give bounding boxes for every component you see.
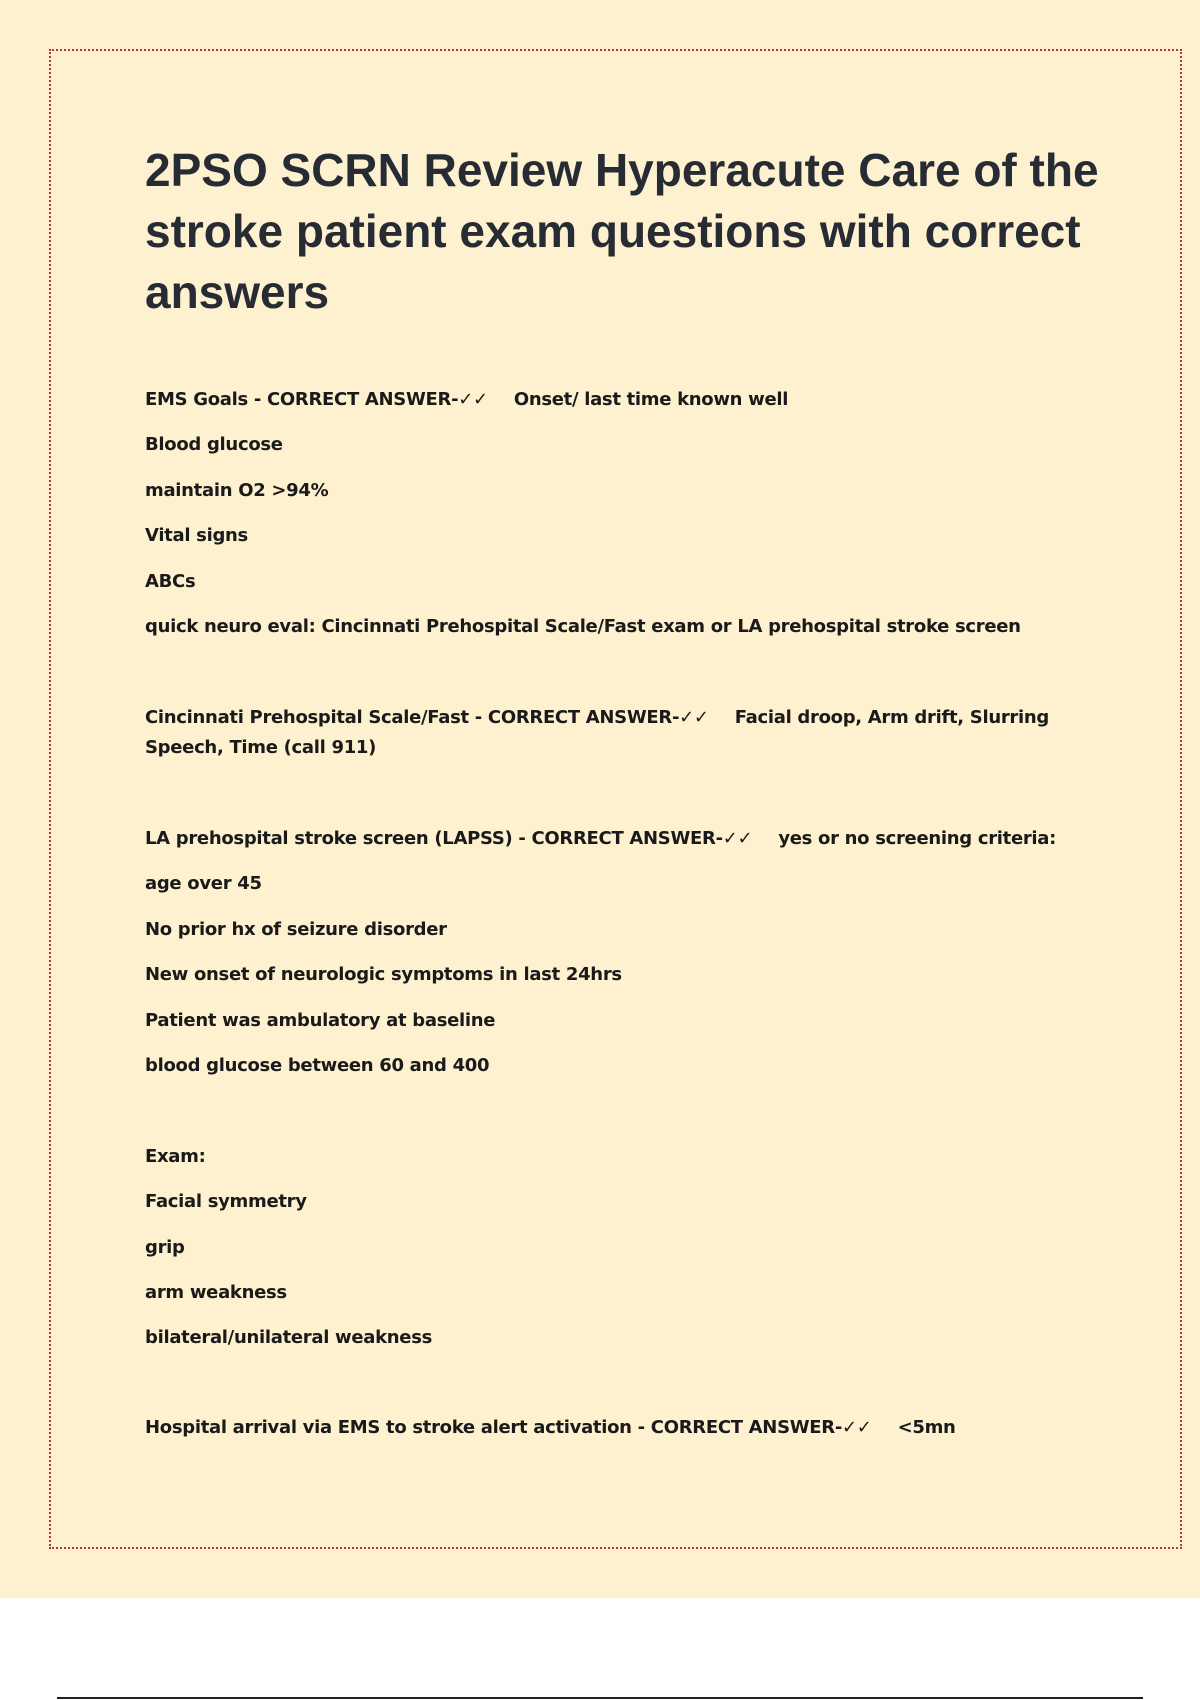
answer-line: blood glucose between 60 and 400 [145,1055,490,1076]
answer-line: Facial symmetry [145,1191,307,1212]
qa-cincinnati [145,703,1085,763]
qa-lapss [145,824,1056,854]
answer-line: Exam: [145,1146,206,1167]
answer-line: maintain O2 >94% [145,480,329,501]
answer-line: ABCs [145,571,196,592]
qa-hospital-arrival [145,1413,956,1443]
answer-text: Onset/ last time known well [513,389,789,410]
answer-line: grip [145,1237,185,1258]
answer-line: Blood glucose [145,434,283,455]
answer-line: bilateral/unilateral weakness [145,1327,433,1348]
next-page-divider [57,1697,1143,1699]
answer-line: Patient was ambulatory at baseline [145,1010,496,1031]
answer-line: age over 45 [145,873,262,894]
answer-line: No prior hx of seizure disorder [145,919,447,940]
answer-line: New onset of neurologic symptoms in last 24hrs [145,964,622,985]
answer-line: Vital signs [145,525,248,546]
answer-text: Facial droop, Arm drift, Slurring Speech, Time (call 911) [145,707,1049,758]
question-text: Cincinnati Prehospital Scale/Fast - CORRECT ANSWER-✓✓ [145,707,709,728]
answer-text: yes or no screening criteria: [778,828,1057,849]
document-title: 2PSO SCRN Review Hyperacute Care of the stroke patient exam questions with correct answers [145,144,1099,318]
answer-line: quick neuro eval: Cincinnati Prehospital Scale/Fast exam or LA prehospital stroke screen [145,616,1021,637]
answer-line: arm weakness [145,1282,287,1303]
answer-text: <5mn [897,1417,956,1438]
question-text: EMS Goals - CORRECT ANSWER-✓✓ [145,389,488,410]
question-text: LA prehospital stroke screen (LAPSS) - CORRECT ANSWER-✓✓ [145,828,753,849]
question-text: Hospital arrival via EMS to stroke alert activation - CORRECT ANSWER-✓✓ [145,1417,872,1438]
qa-ems-goals [145,385,788,415]
